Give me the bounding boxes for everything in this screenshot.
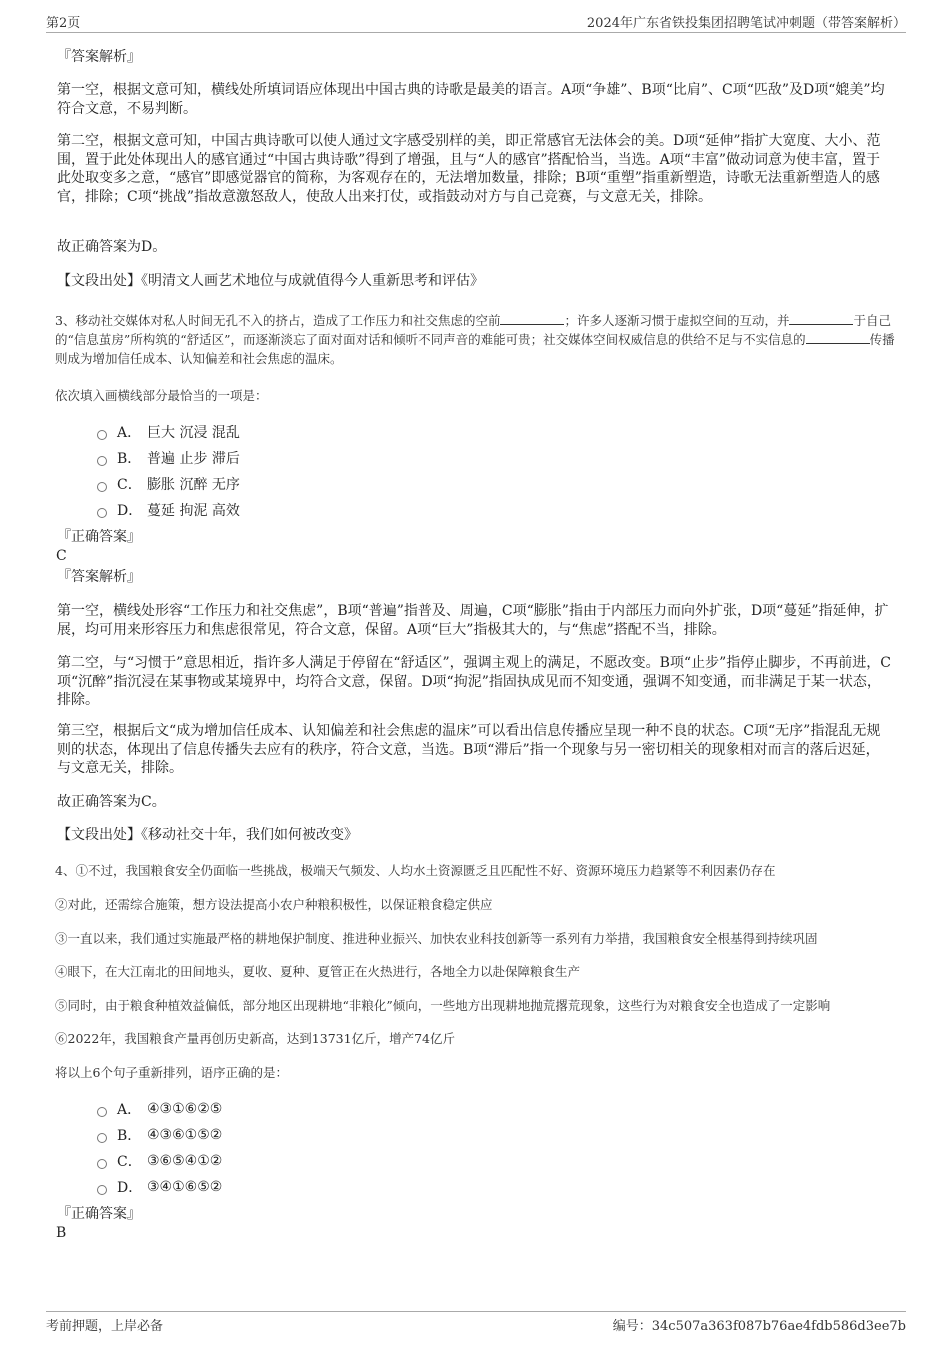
option-c[interactable]: C． 膨胀 沉醉 无序 xyxy=(97,474,240,494)
sentence-5: ⑤同时，由于粮食种植效益偏低，部分地区出现耕地“非粮化”倾向，一些地方出现耕地抛荒撂荒现象，这些行为对粮食安全也造成了一定影响 xyxy=(55,998,831,1013)
radio-icon[interactable] xyxy=(97,1159,107,1169)
question-stem: 3、移动社交媒体对私人时间无孔不入的挤占，造成了工作压力和社交焦虑的空前 ；许多人逐渐习惯于虚拟空间的互动，并 于自己的“信息茧房”所构筑的“舒适区”，而逐渐淡忘了面对面对话和倾听不同声音的难能可贵；社交媒体空间权威信息的供给不足与不实信息的 传播则成为增加信任成本、认知偏差和社会焦虑的温床。 xyxy=(55,313,895,366)
question-prompt: 将以上6个句子重新排列，语序正确的是： xyxy=(55,1065,288,1080)
radio-icon[interactable] xyxy=(97,1133,107,1143)
sentence-1: 4、①不过，我国粮食安全仍面临一些挑战，极端天气频发、人均水土资源匮乏且匹配性不好、资源环境压力趋紧等不利因素仍存在 xyxy=(55,863,776,878)
sentence-6: ⑥2022年，我国粮食产量再创历史新高，达到13731亿斤，增产74亿斤 xyxy=(55,1031,455,1046)
radio-icon[interactable] xyxy=(97,1107,107,1117)
analysis-paragraph: 第一空，横线处形容“工作压力和社交焦虑”，B项“普遍”指普及、周遍，C项“膨胀”指由于内部压力而向外扩张，D项“蔓延”指延伸，扩展，均可用来形容压力和焦虑很常见，符合文意，保留。A项“巨大”指极其大的，与“焦虑”搭配不当，排除。 xyxy=(57,603,889,638)
source-citation: 【文段出处】《移动社交十年，我们如何被改变》 xyxy=(57,827,358,843)
conclusion: 故正确答案为D。 xyxy=(57,239,167,255)
question-prompt: 依次填入画横线部分最恰当的一项是： xyxy=(55,388,268,403)
page-header xyxy=(46,8,906,33)
option-c[interactable]: C． ③⑥⑤④①② xyxy=(97,1151,222,1171)
radio-icon[interactable] xyxy=(97,1185,107,1195)
fill-blank xyxy=(789,312,853,325)
radio-icon[interactable] xyxy=(97,456,107,466)
page-footer xyxy=(46,1311,906,1336)
option-b[interactable]: B． 普遍 止步 滞后 xyxy=(97,448,240,468)
analysis-paragraph: 第二空，与“习惯于”意思相近，指许多人满足于停留在“舒适区”，强调主观上的满足，不愿改变。B项“止步”指停止脚步，不再前进，C项“沉醉”指沉浸在某事物或某境界中，均符合文意，保留。D项“拘泥”指固执成见而不知变通，强调不知变通，而非满足于某一状态，排除。 xyxy=(57,655,891,708)
analysis-paragraph: 第二空，根据文意可知，中国古典诗歌可以使人通过文字感受别样的美，即正常感官无法体会的美。D项“延伸”指扩大宽度、大小、范围，置于此处体现出人的感官通过“中国古典诗歌”得到了增强，且与“人的感官”搭配恰当，当选。A项“丰富”做动词意为使丰富，置于此处取变多之意，“感官”即感觉器官的简称，为客观存在的，无法增加数量，排除；B项“重塑”指重新塑造，诗歌无法重新塑造人的感官，排除；C项“挑战”指故意激怒敌人，使敌人出来打仗，或指鼓动对方与自己竞赛，与文意无关，排除。 xyxy=(57,133,881,205)
fill-blank xyxy=(500,312,564,325)
fill-blank xyxy=(806,331,870,344)
analysis-tag: 『答案解析』 xyxy=(57,49,141,65)
source-citation: 【文段出处】《明清文人画艺术地位与成就值得今人重新思考和评估》 xyxy=(57,273,484,289)
sentence-2: ②对此，还需综合施策，想方设法提高小农户种粮积极性，以保证粮食稳定供应 xyxy=(55,897,493,912)
document-id: 编号：34c507a363f087b76ae4fdb586d3ee7b xyxy=(612,1319,906,1334)
answer-tag: 『正确答案』 xyxy=(57,529,141,545)
option-a[interactable]: A． ④③①⑥②⑤ xyxy=(97,1099,222,1119)
page-number: 第2页 xyxy=(46,16,81,31)
option-b[interactable]: B． ④③⑥①⑤② xyxy=(97,1125,222,1145)
option-d[interactable]: D． ③④①⑥⑤② xyxy=(97,1177,222,1197)
footer-slogan: 考前押题，上岸必备 xyxy=(46,1319,164,1334)
analysis-paragraph: 第一空，根据文意可知，横线处所填词语应体现出中国古典的诗歌是最美的语言。A项“争雄”、B项“比肩”、C项“匹敌”及D项“媲美”均符合文意，不易判断。 xyxy=(57,82,885,117)
correct-answer: C xyxy=(56,548,67,564)
correct-answer: B xyxy=(56,1225,67,1241)
answer-tag: 『正确答案』 xyxy=(57,1206,141,1222)
radio-icon[interactable] xyxy=(97,482,107,492)
option-a[interactable]: A． 巨大 沉浸 混乱 xyxy=(97,422,240,442)
radio-icon[interactable] xyxy=(97,430,107,440)
conclusion: 故正确答案为C。 xyxy=(57,794,166,810)
radio-icon[interactable] xyxy=(97,508,107,518)
option-d[interactable]: D． 蔓延 拘泥 高效 xyxy=(97,500,240,520)
analysis-paragraph: 第三空，根据后文“成为增加信任成本、认知偏差和社会焦虑的温床”可以看出信息传播应呈现一种不良的状态。C项“无序”指混乱无规则的状态，体现出了信息传播失去应有的秩序，符合文意，当选。B项“滞后”指一个现象与另一密切相关的现象相对而言的落后迟延，与文意无关，排除。 xyxy=(57,723,881,776)
document-title: 2024年广东省铁投集团招聘笔试冲刺题（带答案解析） xyxy=(586,16,906,31)
sentence-3: ③一直以来，我们通过实施最严格的耕地保护制度、推进种业振兴、加快农业科技创新等一系列有力举措，我国粮食安全根基得到持续巩固 xyxy=(55,931,818,946)
sentence-4: ④眼下，在大江南北的田间地头，夏收、夏种、夏管正在火热进行，各地全力以赴保障粮食生产 xyxy=(55,964,581,979)
analysis-tag: 『答案解析』 xyxy=(57,569,141,585)
